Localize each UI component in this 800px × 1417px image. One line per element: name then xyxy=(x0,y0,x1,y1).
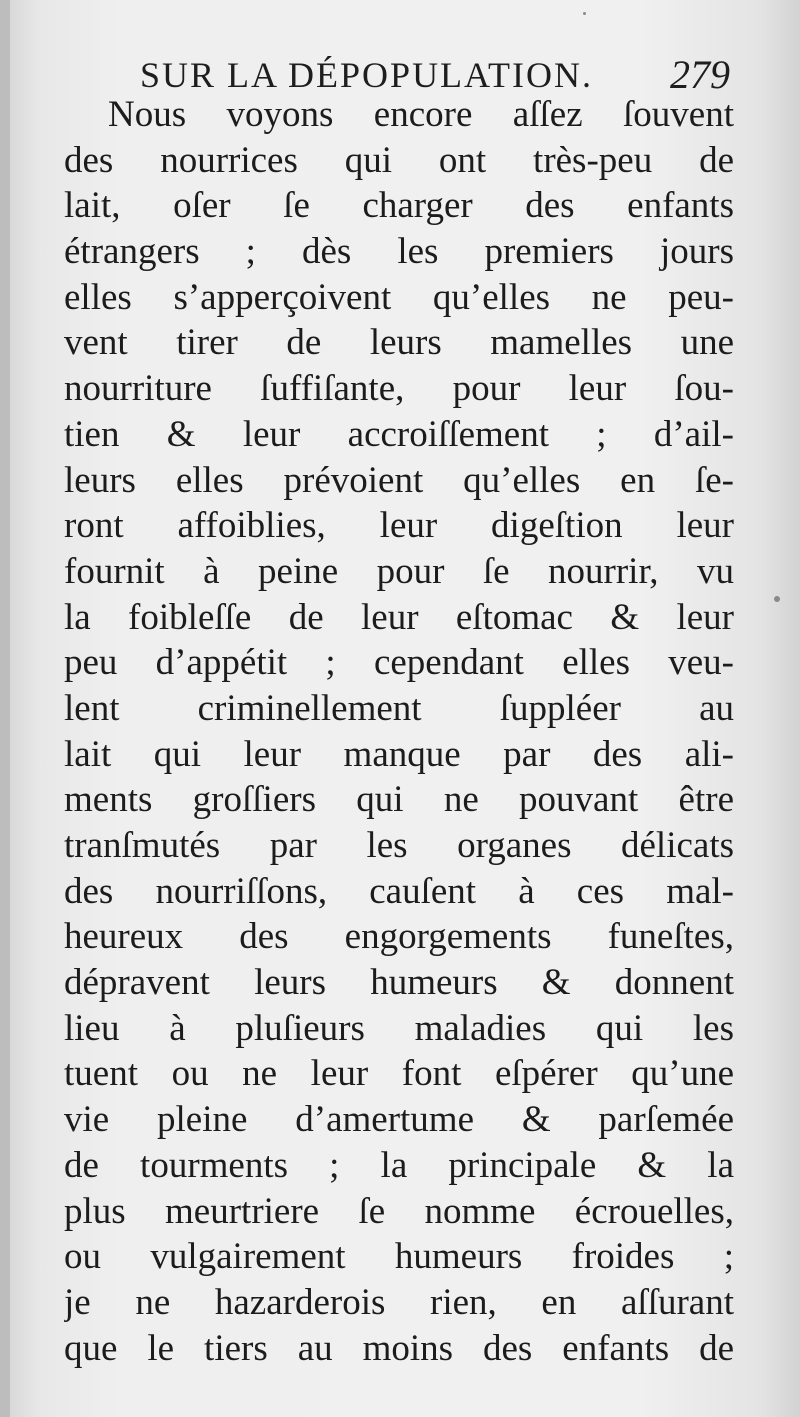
text-line: ou vulgairement humeurs froides ; xyxy=(64,1236,734,1278)
page-number: 279 xyxy=(670,52,730,97)
text-line: nourriture ſuffiſante, pour leur ſou- xyxy=(64,368,734,410)
paper-speck xyxy=(583,12,586,15)
text-line: vie pleine d’amertume & parſemée xyxy=(64,1099,734,1141)
text-line: leurs elles prévoient qu’elles en ſe- xyxy=(64,459,734,501)
text-line: ments groſſiers qui ne pouvant être xyxy=(64,779,734,821)
text-line: que le tiers au moins des enfants de xyxy=(64,1327,734,1369)
text-line: tien & leur accroiſſement ; d’ail- xyxy=(64,413,734,455)
text-line: lait, oſer ſe charger des enfants xyxy=(64,185,734,227)
text-line: plus meurtriere ſe nomme écrouelles, xyxy=(64,1190,734,1232)
text-line: tuent ou ne leur font eſpérer qu’une xyxy=(64,1053,734,1095)
text-line: la foibleſſe de leur eſtomac & leur xyxy=(64,596,734,638)
text-line: étrangers ; dès les premiers jours xyxy=(64,231,734,273)
text-line: heureux des engorgements funeſtes, xyxy=(64,916,734,958)
text-line: de tourments ; la principale & la xyxy=(64,1144,734,1186)
text-line: lieu à pluſieurs maladies qui les xyxy=(64,1007,734,1049)
paper-speck xyxy=(774,596,780,602)
text-line: elles s’apperçoivent qu’elles ne peu- xyxy=(64,276,734,318)
text-line: des nourriſſons, cauſent à ces mal- xyxy=(64,870,734,912)
text-line: tranſmutés par les organes délicats xyxy=(64,825,734,866)
page-edge-shadow xyxy=(0,0,10,1417)
text-line: fournit à peine pour ſe nourrir, vu xyxy=(64,550,734,592)
text-line: lait qui leur manque par des ali- xyxy=(64,733,734,775)
running-head: SUR LA DÉPOPULATION. xyxy=(140,55,594,95)
text-line: Nous voyons encore aſſez ſouvent xyxy=(108,94,734,135)
body-text xyxy=(64,92,734,1371)
text-line: peu d’appétit ; cependant elles veu- xyxy=(64,642,734,684)
text-line: je ne hazarderois rien, en aſſurant xyxy=(64,1281,734,1323)
text-line: des nourrices qui ont très-peu de xyxy=(64,139,734,181)
text-line: vent tirer de leurs mamelles une xyxy=(64,322,734,364)
text-line: ront affoiblies, leur digeſtion leur xyxy=(64,505,734,547)
text-line: lent criminellement ſuppléer au xyxy=(64,687,734,729)
text-line: dépravent leurs humeurs & donnent xyxy=(64,962,734,1004)
